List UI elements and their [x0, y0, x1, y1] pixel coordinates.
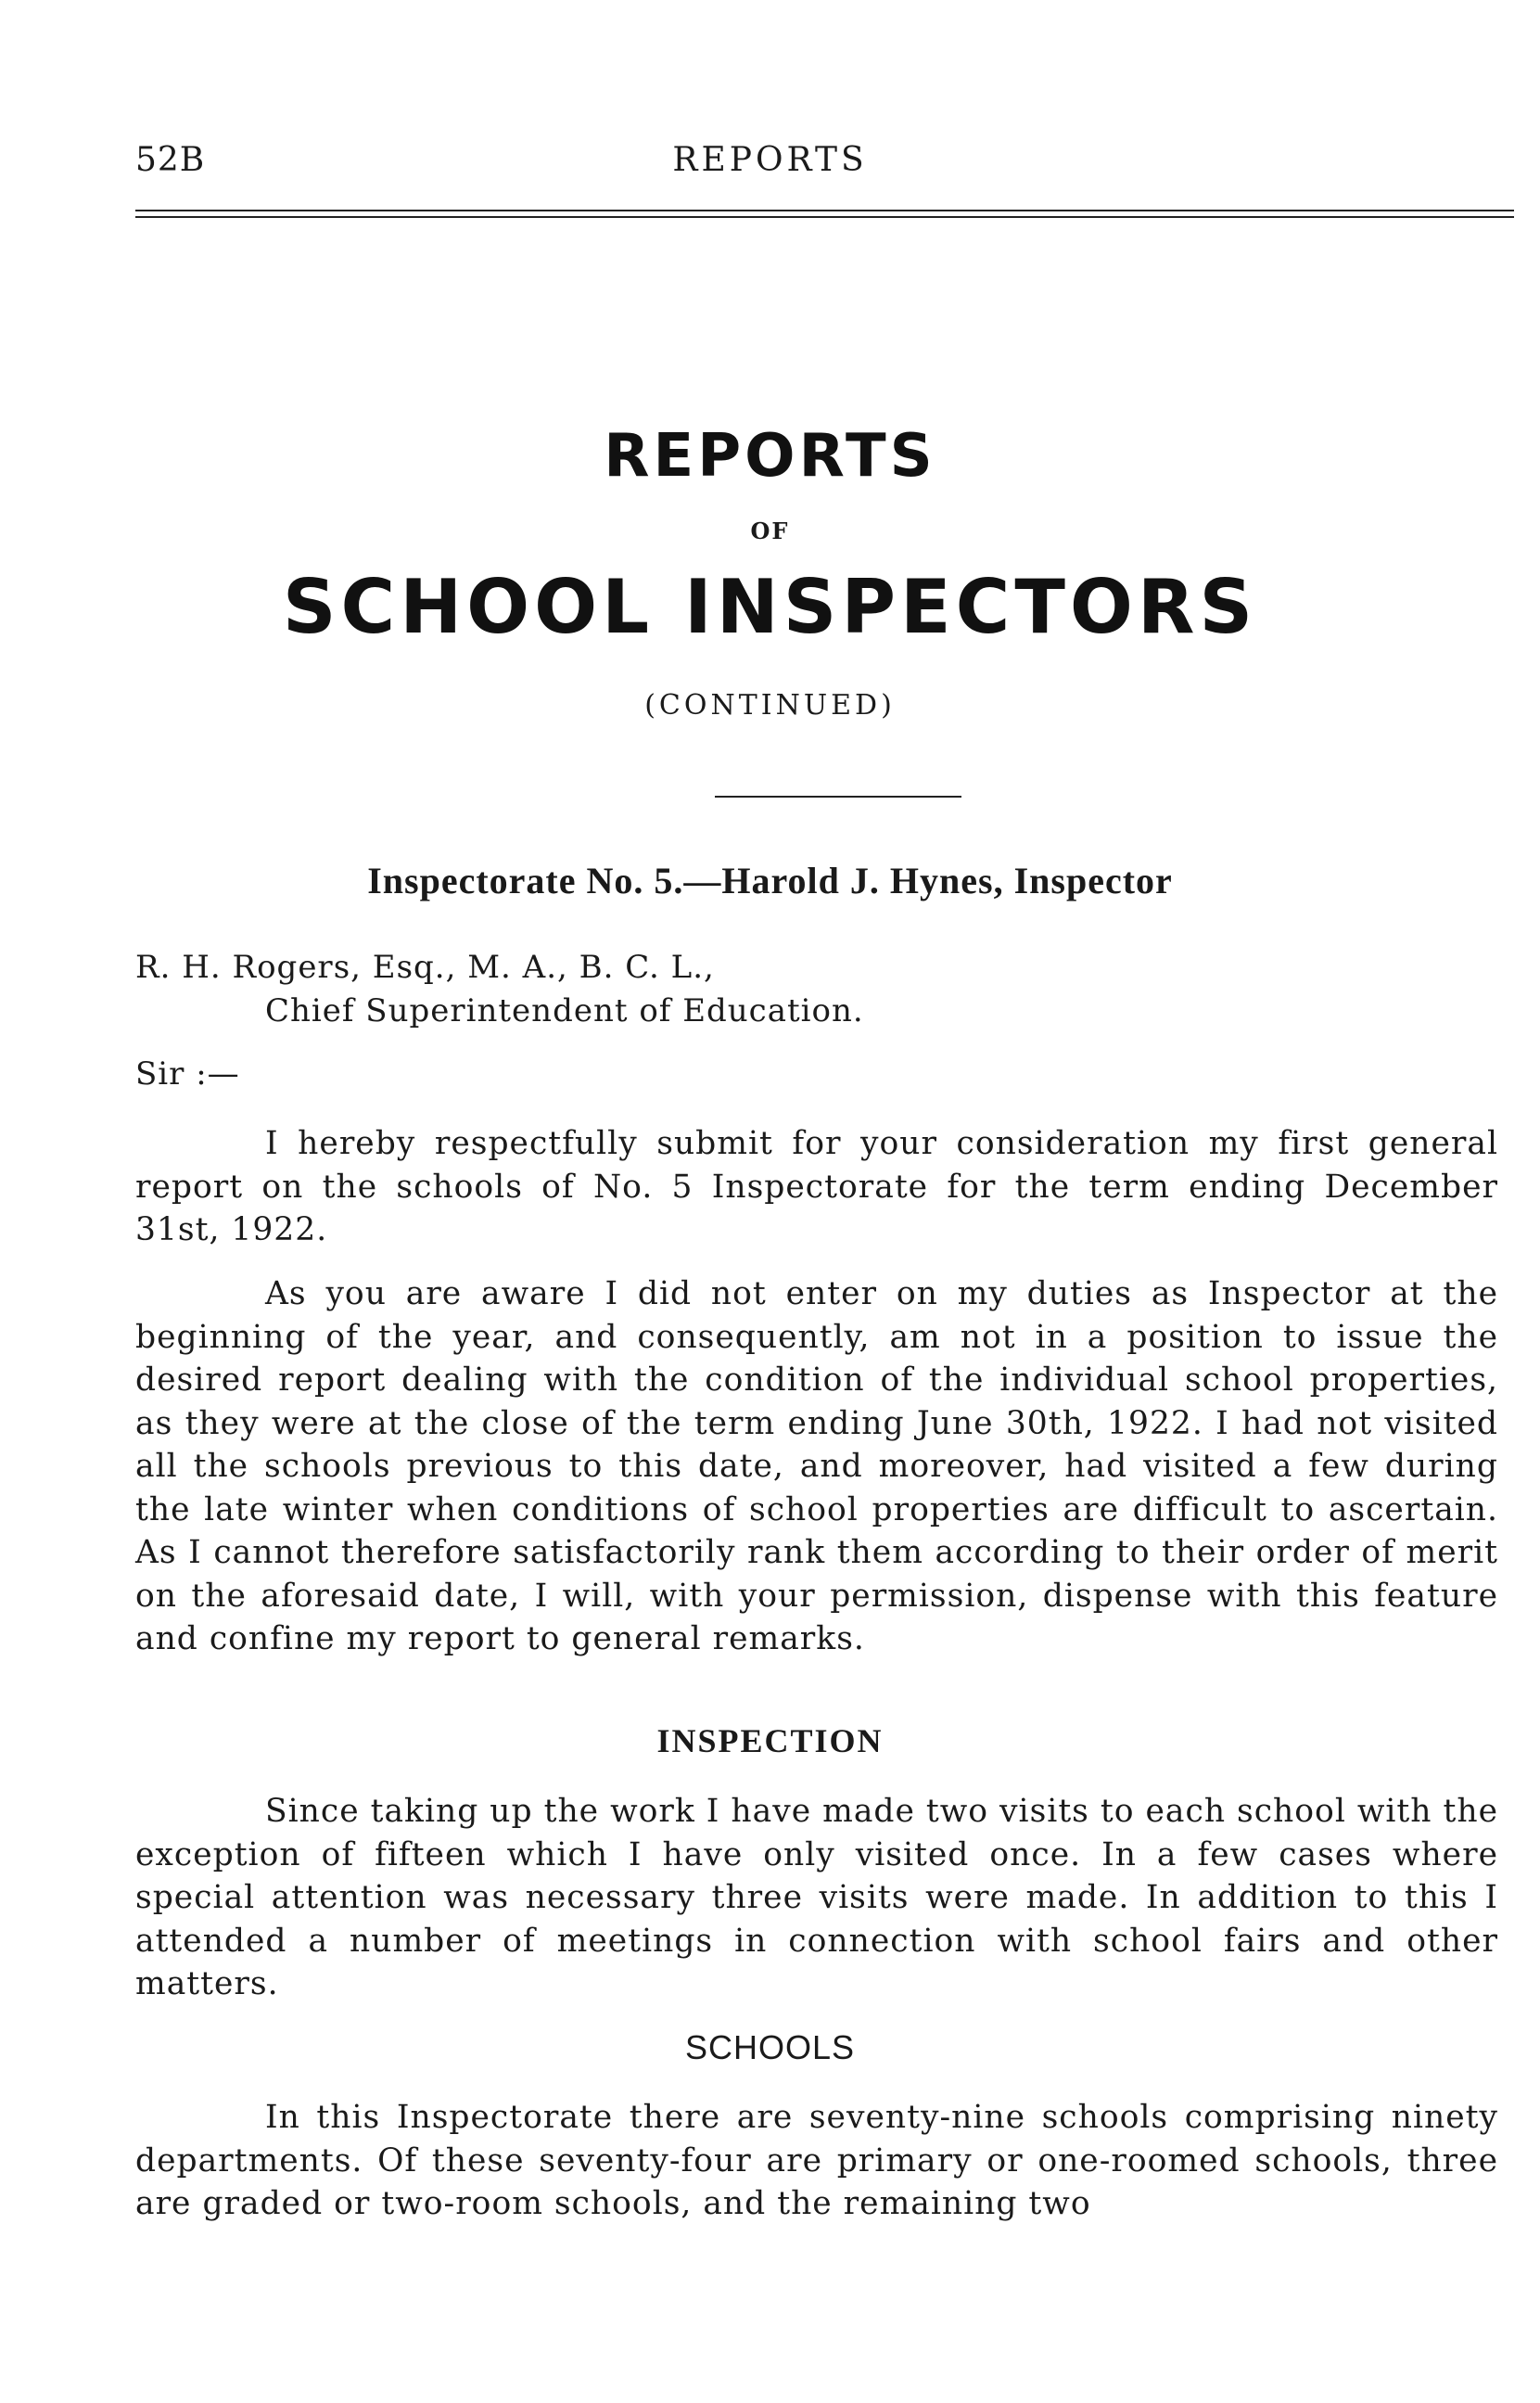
title-reports: REPORTS: [604, 422, 936, 491]
paragraph-text: As you are aware I did not enter on my duties as Inspector at the beginning of the year, and consequently, am not in a position to issue the desired report dealing with the condition of the individual school properties, as they were at the close of the term ending June 30th, 1922. I had not visited all the schools previous to this date, and moreover, had visited a few during the late winter when conditions of school properties are difficult to ascertain. As I cannot therefore satisfactorily rank them according to their order of merit on the aforesaid date, I will, with your permission, dispense with this feature and confine my report to general remarks.: [135, 1275, 1498, 1657]
title-rule: [715, 796, 961, 798]
inspectorate-heading: Inspectorate No. 5.—Harold J. Hynes, Inspector: [367, 860, 1173, 901]
addressee-name: R. H. Rogers, Esq., M. A., B. C. L.,: [135, 949, 715, 986]
paragraph-text: In this Inspectorate there are seventy-nine schools comprising ninety departments. Of these seventy-four are primary or one-roomed schools, three are graded or two-room schools, and the remaining two: [135, 2099, 1498, 2222]
paragraph-duties: [135, 1272, 1498, 1661]
addressee-position: Chief Superintendent of Education.: [265, 992, 864, 1029]
paragraph-intro: [135, 1122, 1498, 1252]
paragraph-text: I hereby respectfully submit for your consideration my first general report on the schools of No. 5 Inspectorate for the term ending December 31st, 1922.: [135, 1125, 1498, 1248]
running-head-title: REPORTS: [672, 141, 868, 179]
title-school-inspectors: SCHOOL INSPECTORS: [282, 564, 1258, 650]
paragraph-inspection: [135, 1790, 1498, 2006]
paragraph-text: Since taking up the work I have made two visits to each school with the exception of fifteen which I have only visited once. In a few cases where special attention was necessary three visits were made. In addition to this I attended a number of meetings in connection with school fairs and other matters.: [135, 1793, 1498, 2002]
title-of: OF: [750, 518, 790, 544]
salutation: Sir :—: [135, 1055, 240, 1093]
section-heading-inspection: INSPECTION: [656, 1722, 884, 1759]
title-continued: (CONTINUED): [644, 689, 896, 722]
header-rule: [135, 210, 1514, 218]
paragraph-schools: [135, 2096, 1498, 2226]
section-heading-schools: SCHOOLS: [684, 2028, 856, 2066]
page-number: 52B: [135, 141, 206, 179]
